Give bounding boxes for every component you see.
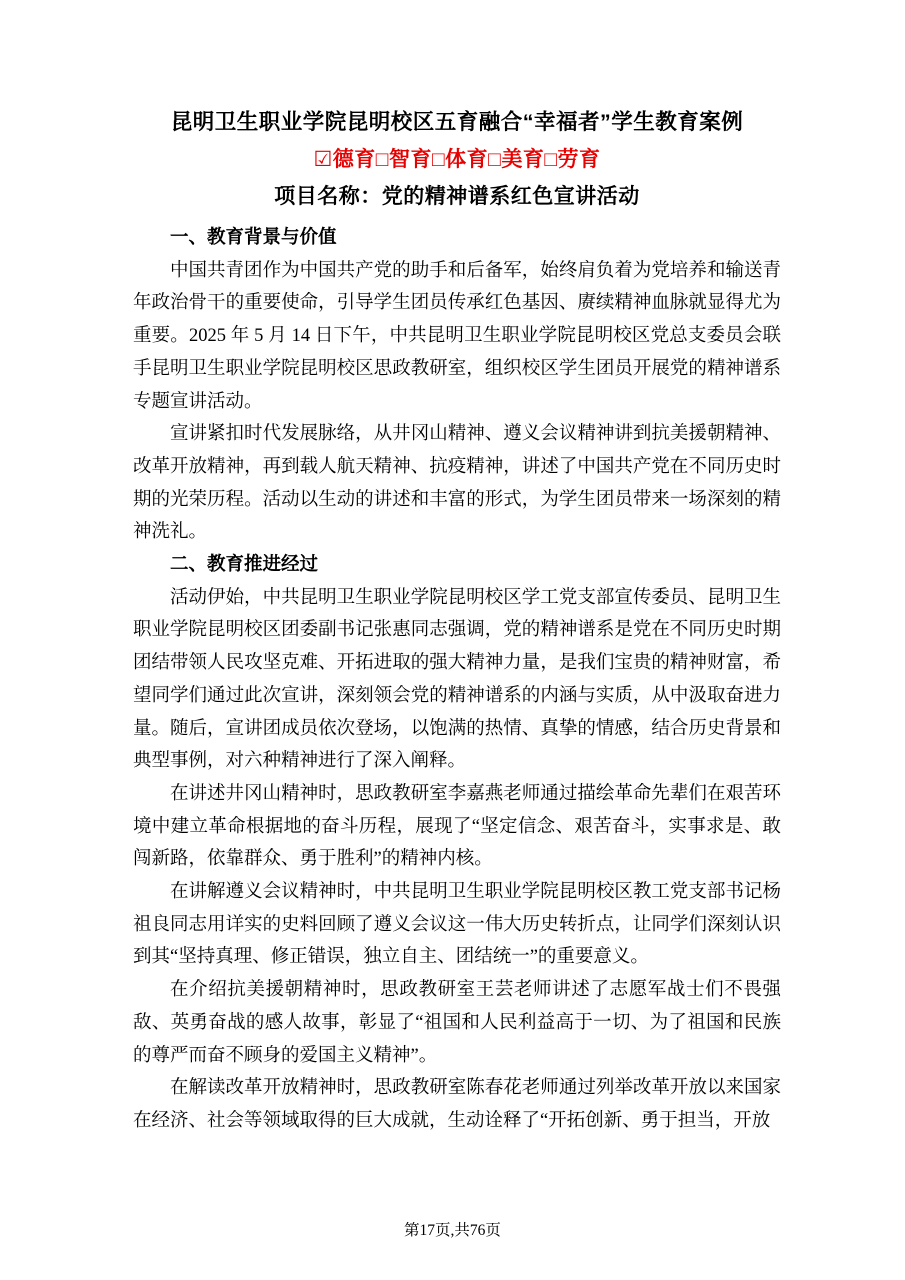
project-name-line: 项目名称：党的精神谱系红色宣讲活动 [274, 185, 640, 208]
document-body [133, 222, 781, 1138]
five-education-checkbox-line: ☑德育□智育□体育□美育□劳育 [313, 148, 601, 171]
section-heading-background: 一、教育背景与价值 [170, 228, 337, 248]
document-title: 昆明卫生职业学院昆明校区五育融合“幸福者”学生教育案例 [170, 110, 744, 134]
paragraph: 宣讲紧扣时代发展脉络，从井冈山精神、遵义会议精神讲到抗美援朝精神、改革开放精神，再到载人航天精神、抗疫精神，讲述了中国共产党在不同历史时期的光荣历程。活动以生动的讲述和丰富的形式，为学生团员带来一场深刻的精神洗礼。 [133, 424, 781, 543]
paragraph: 在解读改革开放精神时，思政教研室陈春花老师通过列举改革开放以来国家在经济、社会等领域取得的巨大成就，生动诠释了“开拓创新、勇于担当，开放 [133, 1078, 781, 1131]
paragraph: 在介绍抗美援朝精神时，思政教研室王芸老师讲述了志愿军战士们不畏强敌、英勇奋战的感人故事，彰显了“祖国和人民利益高于一切、为了祖国和民族的尊严而奋不顾身的爱国主义精神”。 [133, 980, 781, 1066]
paragraph: 在讲述井冈山精神时，思政教研室李嘉燕老师通过描绘革命先辈们在艰苦环境中建立革命根据地的奋斗历程，展现了“坚定信念、艰苦奋斗，实事求是、敢闯新路，依靠群众、勇于胜利”的精神内核。 [133, 783, 781, 870]
page-number-footer: 第17页,共76页 [404, 1222, 501, 1239]
paragraph: 活动伊始，中共昆明卫生职业学院昆明校区学工党支部宣传委员、昆明卫生职业学院昆明校区团委副书记张惠同志强调，党的精神谱系是党在不同历史时期团结带领人民攻坚克难、开拓进取的强大精神力量，是我们宝贵的精神财富，希望同学们通过此次宣讲，深刻领会党的精神谱系的内涵与实质，从中汲取奋进力量。随后，宣讲团成员依次登场，以饱满的热情、真挚的情感，结合历史背景和典型事例，对六种精神进行了深入阐释。 [133, 587, 781, 772]
section-heading-process: 二、教育推进经过 [170, 555, 319, 576]
paragraph: 在讲解遵义会议精神时，中共昆明卫生职业学院昆明校区教工党支部书记杨祖良同志用详实的史料回顾了遵义会议这一伟大历史转折点，让同学们深刻认识到其“坚持真理、修正错误，独立自主、团结统一”的重要意义。 [133, 882, 781, 968]
paragraph: 中国共青团作为中国共产党的助手和后备军，始终肩负着为党培养和输送青年政治骨干的重要使命，引导学生团员传承红色基因、赓续精神血脉就显得尤为重要。2025 年 5 月 14 日下午，中共昆明卫生职业学院昆明校区党总支委员会联手昆明卫生职业学院昆明校区思政教研室，组织校区学生团员开展党的精神谱系专题宣讲活动。 [133, 260, 781, 412]
document-header [133, 104, 781, 215]
